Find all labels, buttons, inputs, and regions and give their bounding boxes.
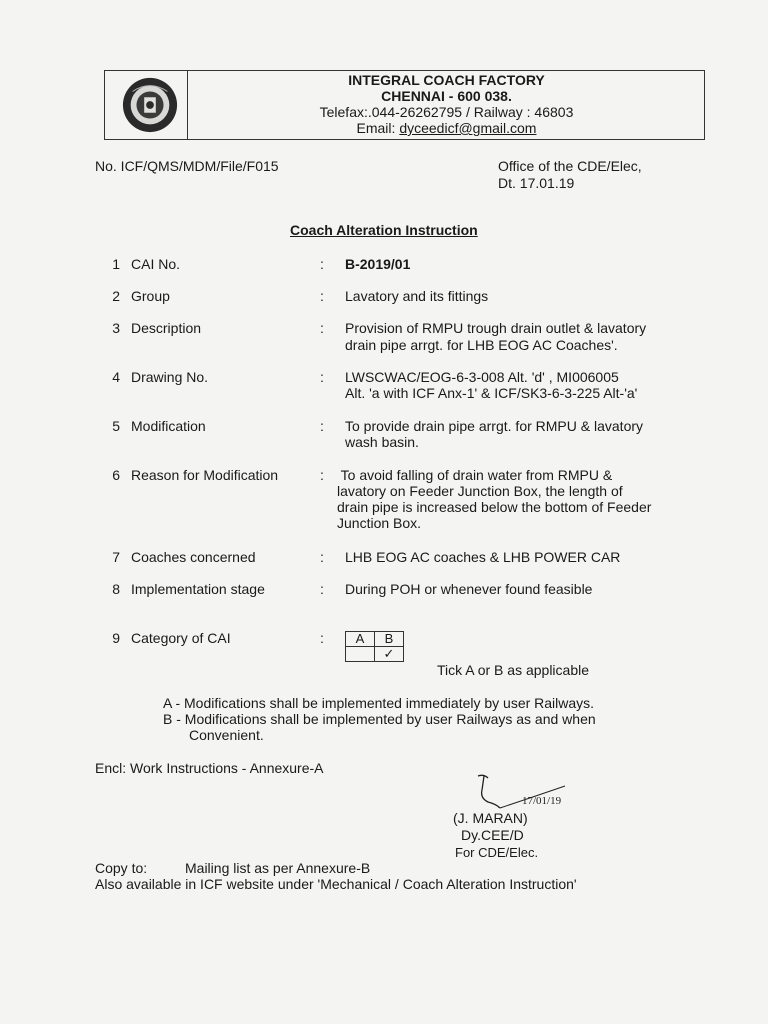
definition-b: B - Modifications shall be implemented by user Railways as and when <box>163 711 596 727</box>
office-name: Office of the CDE/Elec, <box>498 158 642 174</box>
enclosure: Encl: Work Instructions - Annexure-A <box>95 760 324 776</box>
item-value-line: LWSCWAC/EOG-6-3-008 Alt. 'd' , MI006005 <box>345 369 619 385</box>
item-number: 5 <box>112 418 120 434</box>
item-value-line: Provision of RMPU trough drain outlet & lavatory <box>345 320 647 336</box>
item-number: 4 <box>112 369 120 385</box>
item-colon: : <box>320 320 324 336</box>
item-label: Reason for Modification <box>131 467 279 483</box>
signatory-for: For CDE/Elec. <box>455 845 539 860</box>
item-label: Group <box>131 288 170 304</box>
signatory-name: (J. MARAN) <box>453 810 528 826</box>
item-label: Drawing No. <box>131 369 209 385</box>
item-value-line: Alt. 'a with ICF Anx-1' & ICF/SK3-6-3-225 Alt-'a' <box>345 385 638 401</box>
item-value-line: wash basin. <box>345 434 419 450</box>
email-label: Email: <box>356 120 396 136</box>
org-telefax: Telefax:.044-26262795 / Railway : 46803 <box>319 104 574 120</box>
item-value-line: drain pipe arrgt. for LHB EOG AC Coaches'. <box>345 337 618 353</box>
item-number: 7 <box>112 549 120 565</box>
item-label: CAI No. <box>131 256 181 272</box>
item-number: 1 <box>112 256 120 272</box>
email-link[interactable]: dyceedicf@gmail.com <box>399 120 537 136</box>
item-label: Modification <box>131 418 206 434</box>
item-number: 8 <box>112 581 120 597</box>
signatory-designation: Dy.CEE/D <box>461 827 524 843</box>
letterhead-text <box>189 71 704 136</box>
letterhead-box <box>104 70 705 140</box>
item-colon: : <box>320 369 324 385</box>
item-label: Coaches concerned <box>131 549 256 565</box>
item-colon: : <box>320 549 324 565</box>
reference-number: No. ICF/QMS/MDM/File/F015 <box>95 158 279 174</box>
item-value-line: To provide drain pipe arrgt. for RMPU & lavatory <box>345 418 644 434</box>
document-date: Dt. 17.01.19 <box>498 175 575 191</box>
org-email-line <box>189 120 704 136</box>
category-b-checkbox[interactable]: ✓ <box>375 647 404 662</box>
item-value-line: B-2019/01 <box>345 256 411 272</box>
item-value-line: lavatory on Feeder Junction Box, the length of <box>337 483 623 499</box>
item-value-line: Junction Box. <box>337 515 422 531</box>
item-value-line: During POH or whenever found feasible <box>345 581 593 597</box>
item-value-line: drain pipe is increased below the bottom of Feeder <box>337 499 652 515</box>
item-colon: : <box>320 256 324 272</box>
item-colon: : <box>320 467 324 483</box>
item-label: Category of CAI <box>131 630 231 646</box>
org-city: CHENNAI - 600 038. <box>381 88 512 104</box>
item-colon: : <box>320 581 324 597</box>
category-a-checkbox[interactable] <box>346 647 375 662</box>
item-value-line: To avoid falling of drain water from RMPU & <box>337 467 613 483</box>
definition-b-cont: Convenient. <box>189 727 264 743</box>
item-value-line: LHB EOG AC coaches & LHB POWER CAR <box>345 549 621 565</box>
copy-text: Mailing list as per Annexure-B <box>185 860 371 876</box>
handwritten-date: 17/01/19 <box>522 795 562 807</box>
indian-railways-logo <box>121 76 179 134</box>
category-b-header: B <box>375 632 404 647</box>
category-a-header: A <box>346 632 375 647</box>
item-label: Description <box>131 320 202 336</box>
item-label: Implementation stage <box>131 581 265 597</box>
item-number: 3 <box>112 320 120 336</box>
website-note: Also available in ICF website under 'Mechanical / Coach Alteration Instruction' <box>95 876 577 892</box>
item-colon: : <box>320 418 324 434</box>
item-number: 6 <box>112 467 120 483</box>
item-number: 9 <box>112 630 120 646</box>
org-name: INTEGRAL COACH FACTORY <box>348 72 545 88</box>
category-table <box>345 631 404 662</box>
letterhead-divider <box>187 71 188 139</box>
item-colon: : <box>320 630 324 646</box>
item-colon: : <box>320 288 324 304</box>
item-number: 2 <box>112 288 120 304</box>
category-note: Tick A or B as applicable <box>437 662 590 678</box>
definition-a: A - Modifications shall be implemented immediately by user Railways. <box>163 695 595 711</box>
copy-label: Copy to: <box>95 860 148 876</box>
document-title: Coach Alteration Instruction <box>290 222 478 238</box>
item-value-line: Lavatory and its fittings <box>345 288 489 304</box>
